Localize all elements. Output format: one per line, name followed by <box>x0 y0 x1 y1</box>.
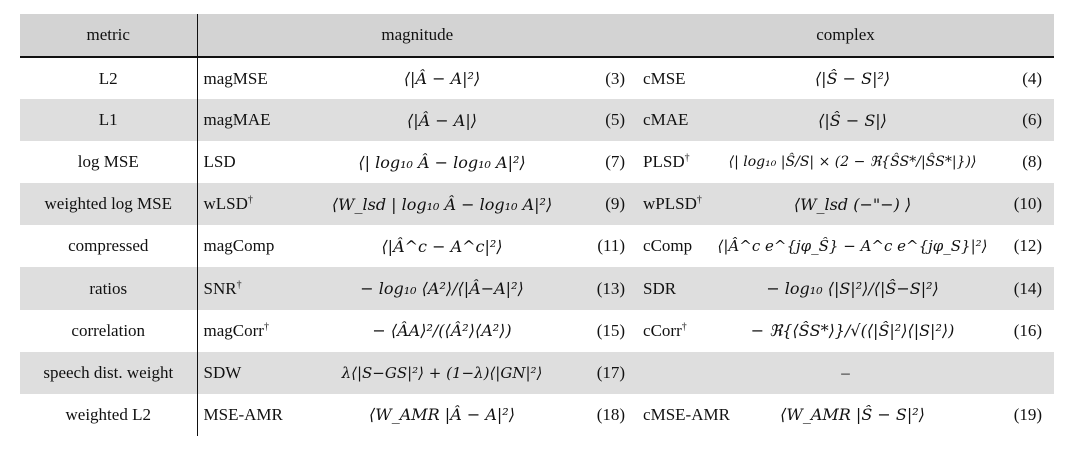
mag-name-cell: magMSE <box>203 68 268 88</box>
mag-name-cell: magMAE <box>203 110 271 130</box>
mag-name-cell: magComp <box>203 236 275 256</box>
formula-text: ⟨|Â − A|⟩ <box>407 110 477 130</box>
formula-text: ⟨| log₁₀ Â − log₁₀ A|²⟩ <box>358 152 526 172</box>
mag-name-cell: magCorr† <box>203 320 269 340</box>
header-magnitude: magnitude <box>381 25 454 44</box>
formula-text: − log₁₀ ⟨A²⟩/⟨|Â−A|²⟩ <box>360 279 524 299</box>
complex-formula-cell <box>711 99 994 141</box>
table-header-row <box>20 14 1054 57</box>
mag-formula-cell <box>297 141 587 183</box>
metric-cell: correlation <box>20 310 197 352</box>
formula-text: ⟨|Â − A|²⟩ <box>403 69 481 89</box>
loss-metrics-table <box>20 14 1054 436</box>
equation-number: (10) <box>1013 194 1043 214</box>
complex-name-cell: cComp <box>643 236 693 256</box>
table-row <box>20 352 1054 394</box>
formula-text: − ℜ{⟨ŜS*⟩}/√(⟨|Ŝ|²⟩⟨|S|²⟩) <box>750 321 955 341</box>
equation-number: (7) <box>605 152 626 172</box>
formula-text: ⟨W_lsd (−"−) ⟩ <box>793 194 912 214</box>
mag-formula-cell <box>297 57 587 99</box>
complex-name-cell: SDR <box>643 278 677 298</box>
complex-formula-cell <box>711 267 994 309</box>
equation-number: (5) <box>605 110 626 130</box>
complex-empty-cell: – <box>841 362 850 382</box>
formula-text: ⟨|Â^c − A^c|²⟩ <box>381 236 503 256</box>
table-row <box>20 57 1054 99</box>
equation-number: (8) <box>1022 152 1043 172</box>
complex-formula-cell <box>711 141 994 183</box>
mag-formula-cell <box>297 183 587 225</box>
table-row <box>20 225 1054 267</box>
complex-formula-cell <box>711 57 994 99</box>
header-metric: metric <box>20 14 197 57</box>
formula-text: ⟨W_AMR |Ŝ − S|²⟩ <box>780 405 925 425</box>
table-row <box>20 394 1054 436</box>
equation-number: (17) <box>596 362 626 382</box>
formula-text: − ⟨ÂA⟩²/(⟨Â²⟩⟨A²⟩) <box>372 321 512 341</box>
table-row <box>20 99 1054 141</box>
equation-number: (4) <box>1022 68 1043 88</box>
formula-text: ⟨|Ŝ − S|⟩ <box>818 110 887 130</box>
formula-text: λ⟨|S−GS|²⟩ + (1−λ)⟨|GN|²⟩ <box>341 363 543 382</box>
table-row <box>20 267 1054 309</box>
mag-name-cell: MSE-AMR <box>203 404 283 424</box>
metric-cell: compressed <box>20 225 197 267</box>
equation-number: (9) <box>605 194 626 214</box>
complex-formula-cell <box>711 183 994 225</box>
table-row <box>20 183 1054 225</box>
mag-formula-cell <box>297 225 587 267</box>
complex-formula-cell <box>711 310 994 352</box>
equation-number: (14) <box>1013 278 1043 298</box>
equation-number: (18) <box>596 404 626 424</box>
dagger-mark: † <box>696 194 702 206</box>
complex-formula-cell <box>711 225 994 267</box>
metric-cell: L1 <box>20 99 197 141</box>
mag-formula-cell <box>297 267 587 309</box>
equation-number: (3) <box>605 68 626 88</box>
complex-formula-cell <box>711 394 994 436</box>
metric-cell: weighted L2 <box>20 394 197 436</box>
formula-text: ⟨|Â^c e^{jφ_Ŝ} − A^c e^{jφ_S}|²⟩ <box>717 237 988 256</box>
complex-name-cell: wPLSD† <box>643 194 702 214</box>
mag-formula-cell <box>297 352 587 394</box>
metric-cell: L2 <box>20 57 197 99</box>
metric-cell: log MSE <box>20 141 197 183</box>
dagger-mark: † <box>681 320 687 332</box>
header-complex: complex <box>816 25 875 44</box>
formula-text: ⟨|Ŝ − S|²⟩ <box>814 69 891 89</box>
equation-number: (13) <box>596 278 626 298</box>
equation-number: (6) <box>1022 110 1043 130</box>
mag-formula-cell <box>297 99 587 141</box>
complex-name-cell: cMAE <box>643 110 689 130</box>
equation-number: (16) <box>1013 320 1043 340</box>
mag-name-cell: LSD <box>203 152 236 172</box>
dagger-mark: † <box>684 152 690 164</box>
complex-name-cell: cMSE <box>643 68 686 88</box>
table-row <box>20 141 1054 183</box>
dagger-mark: † <box>236 278 242 290</box>
mag-name-cell: SNR† <box>203 278 242 298</box>
dagger-mark: † <box>263 320 269 332</box>
equation-number: (11) <box>597 236 626 256</box>
metric-cell: speech dist. weight <box>20 352 197 394</box>
formula-text: ⟨W_lsd | log₁₀ Â − log₁₀ A|²⟩ <box>331 194 553 214</box>
equation-number: (19) <box>1013 404 1043 424</box>
equation-number: (12) <box>1013 236 1043 256</box>
mag-name-cell: wLSD† <box>203 194 253 214</box>
equation-number: (15) <box>596 320 626 340</box>
mag-formula-cell <box>297 310 587 352</box>
complex-name-cell: cCorr† <box>643 320 687 340</box>
metric-cell: weighted log MSE <box>20 183 197 225</box>
metric-cell: ratios <box>20 267 197 309</box>
formula-text: ⟨| log₁₀ |Ŝ/S| × (2 − ℜ{ŜS*/|ŜS*|})⟩ <box>728 154 977 171</box>
formula-text: − log₁₀ ⟨|S|²⟩/⟨|Ŝ−S|²⟩ <box>766 279 939 299</box>
dagger-mark: † <box>247 194 253 206</box>
complex-name-cell: PLSD† <box>643 152 690 172</box>
mag-name-cell: SDW <box>203 362 242 382</box>
complex-name-cell: cMSE-AMR <box>643 404 730 424</box>
table-row <box>20 310 1054 352</box>
mag-formula-cell <box>297 394 587 436</box>
formula-text: ⟨W_AMR |Â − A|²⟩ <box>369 405 515 425</box>
